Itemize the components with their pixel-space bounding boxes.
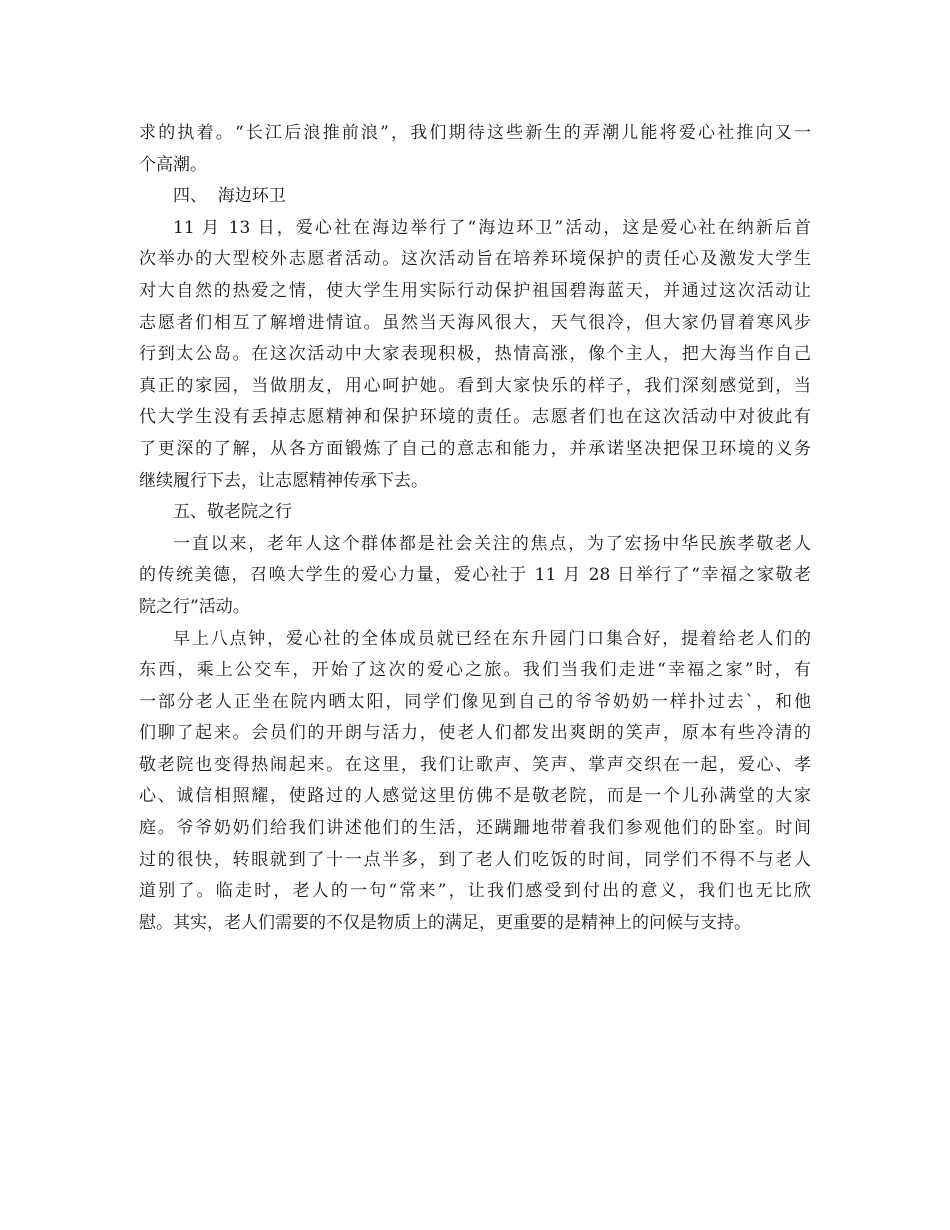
paragraph <box>139 213 811 497</box>
paragraph <box>139 624 811 940</box>
text-line: 庭。爷爷奶奶们给我们讲述他们的生活，还蹒跚地带着我们参观他们的卧室。时间 <box>139 818 811 839</box>
text-line: 心、诚信相照耀，使路过的人感觉这里仿佛不是敬老院，而是一个儿孙满堂的大家 <box>139 786 811 807</box>
text-line: 东西，乘上公交车，开始了这次的爱心之旅。我们当我们走进“幸福之家”时，有 <box>139 660 811 681</box>
heading-text: 五、敬老院之行 <box>173 502 292 523</box>
text-line: 11 月 13 日，爱心社在海边举行了“海边环卫”活动，这是爱心社在纳新后首 <box>173 217 811 238</box>
text-line: 求的执着。“长江后浪推前浪”，我们期待这些新生的弄潮儿能将爱心社推向又一 <box>139 123 811 143</box>
text-line: 慰。其实，老人们需要的不仅是物质上的满足，更重要的是精神上的问候与支持。 <box>139 912 751 933</box>
text-line: 行到太公岛。在这次活动中大家表现积极，热情高涨，像个主人，把大海当作自己 <box>139 344 811 365</box>
text-line: 志愿者们相互了解增进情谊。虽然当天海风很大，天气很冷，但大家仍冒着寒风步 <box>139 312 811 333</box>
text-line: 次举办的大型校外志愿者活动。这次活动旨在培养环境保护的责任心及激发大学生 <box>139 249 811 270</box>
text-line: 的传统美德，召唤大学生的爱心力量，爱心社于 11 月 28 日举行了“幸福之家敬老 <box>139 565 811 586</box>
text-line: 一部分老人正坐在院内晒太阳，同学们像见到自己的爷爷奶奶一样扑过去`，和他 <box>139 691 811 712</box>
text-line: 对大自然的热爱之情，使大学生用实际行动保护祖国碧海蓝天，并通过这次活动让 <box>139 280 811 301</box>
text-line: 代大学生没有丢掉志愿精神和保护环境的责任。志愿者们也在这次活动中对彼此有 <box>139 407 811 428</box>
paragraph <box>139 529 811 624</box>
text-line: 院之行”活动。 <box>139 596 250 617</box>
text-line: 们聊了起来。会员们的开朗与活力，使老人们都发出爽朗的笑声，原本有些冷清的 <box>139 723 811 744</box>
text-line: 了更深的了解，从各方面锻炼了自己的意志和能力，并承诺坚决把保卫环境的义务 <box>139 438 811 459</box>
text-line: 早上八点钟，爱心社的全体成员就已经在东升园门口集合好，提着给老人们的 <box>173 628 811 649</box>
text-line: 个高潮。 <box>139 154 207 175</box>
section-heading <box>139 181 811 213</box>
text-line: 敬老院也变得热闹起来。在这里，我们让歌声、笑声、掌声交织在一起，爱心、孝 <box>139 754 811 775</box>
text-line: 一直以来，老年人这个群体都是社会关注的焦点，为了宏扬中华民族孝敬老人 <box>173 533 811 554</box>
heading-text: 四、 海边环卫 <box>173 186 286 207</box>
document-body <box>139 118 811 939</box>
paragraph <box>139 118 811 181</box>
text-line: 真正的家园，当做朋友，用心呵护她。看到大家快乐的样子，我们深刻感觉到，当 <box>139 375 811 396</box>
text-line: 继续履行下去，让志愿精神传承下去。 <box>139 470 428 491</box>
text-line: 道别了。临走时，老人的一句“常来”，让我们感受到付出的意义，我们也无比欣 <box>139 881 811 902</box>
text-line: 过的很快，转眼就到了十一点半多，到了老人们吃饭的时间，同学们不得不与老人 <box>139 849 811 870</box>
section-heading <box>139 497 811 529</box>
